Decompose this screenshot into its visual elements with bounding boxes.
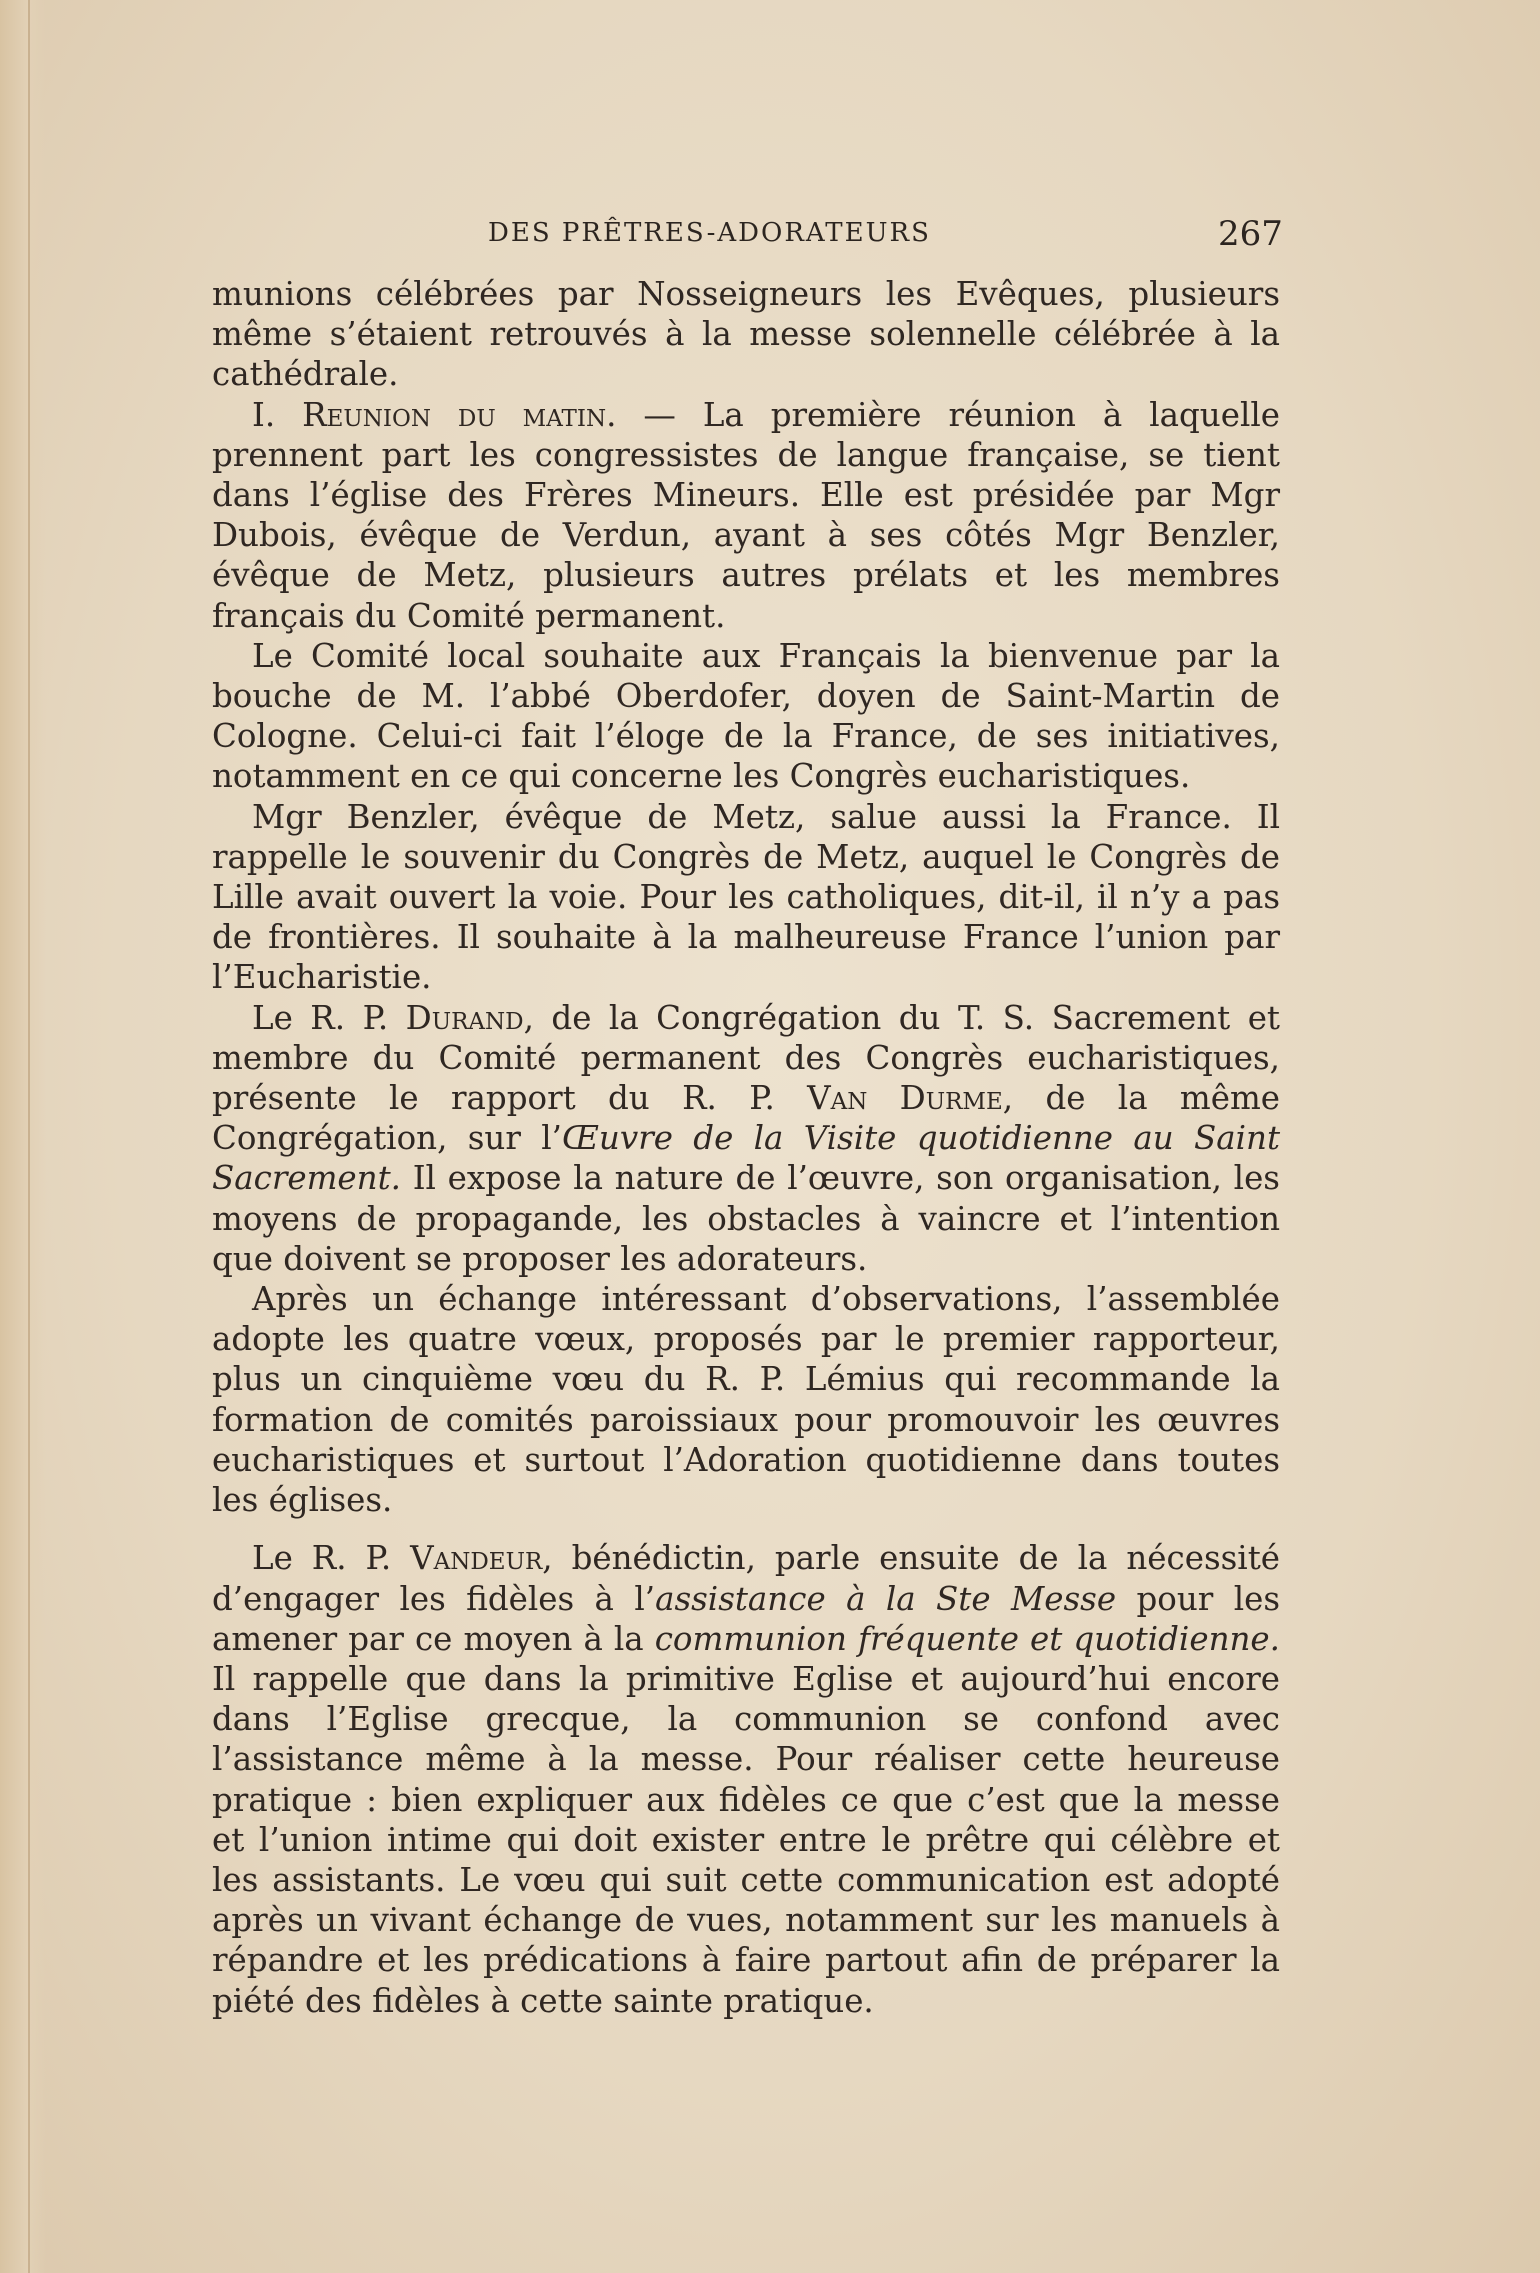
paragraph-section-i (212, 395, 1280, 636)
section-text: — La première réunion à laquelle prennent part les congressistes de langue française, se tient dans l’église des Frères Mineurs. Elle est présidée par Mgr Dubois, évêque de Verdun, ayant à ses côtés Mgr Benzler, évêque de Metz, plusieurs autres prélats et les membres français du Comité permanent. (212, 395, 1280, 635)
binding-line (28, 0, 30, 2273)
text-run: , de la Congrégation du T. S. Sacrement et membre du Comité permanent des Congrès eucharistiques, présente le rapport du R. P. (212, 998, 1280, 1118)
name-van-durme: Van Durme (807, 1079, 1003, 1118)
text-run: , de la même Congrégation, sur l’ (212, 1079, 1281, 1158)
text-run: Il rappelle que dans la primitive Eglise et aujourd’hui encore dans l’Eglise grecque, la communion se confond avec l’assistance même à la messe. Pour réaliser cette heureuse pratique : bien expliquer aux fidèles ce que c’est que la messe et l’union intime qui doit exister entre le prêtre qui célèbre et les assistants. Le vœu qui suit cette communication est adopté après un vivant échange de vues, notamment sur les manuels à répandre et les prédications à faire partout afin de préparer la piété des fidèles à cette sainte pratique. (212, 1659, 1280, 2020)
paragraph-comite-local: Le Comité local souhaite aux Français la bienvenue par la bouche de M. l’abbé Oberdofer, doyen de Saint-Martin de Cologne. Celui-ci fait l’éloge de la France, de ses initiatives, notamment en ce qui concerne les Congrès eucharistiques. (212, 636, 1280, 796)
paragraph-continuation: munions célébrées par Nosseigneurs les Evêques, plusieurs même s’étaient retrouvés à la messe solennelle célébrée à la cathédrale. (212, 275, 1280, 394)
page-number: 267 (1218, 214, 1283, 254)
italic-communion: communion fréquente et quotidienne. (654, 1619, 1280, 1658)
text-run: Le R. P. (252, 1539, 411, 1578)
work-title: Œuvre de la Visite quotidienne au Saint Sacrement. (212, 1119, 1281, 1198)
text-run: pour les amener par ce moyen à la (212, 1579, 1280, 1658)
italic-assistance: assistance à la Ste Messe (655, 1579, 1117, 1618)
binding-edge (0, 0, 46, 2273)
name-vandeur: Vandeur (410, 1539, 543, 1578)
paragraph-echange: Après un échange intéressant d’observations, l’assemblée adopte les quatre vœux, proposés par le premier rapporteur, plus un cinquième vœu du R. P. Lémius qui recommande la formation de comités paroissiaux pour promouvoir les œuvres eucharistiques et surtout l’Adoration quotidienne dans toutes les églises. (212, 1280, 1280, 1520)
body-text (212, 274, 1280, 2021)
running-head: DES PRÊTRES-ADORATEURS (488, 218, 931, 248)
section-number: I. (252, 395, 303, 434)
paragraph-durand (212, 998, 1280, 1279)
text-run: Le R. P. (252, 998, 406, 1037)
page-header (488, 214, 1288, 254)
text-run: Il expose la nature de l’œuvre, son organisation, les moyens de propagande, les obstacles à vaincre et l’intention que doivent se proposer les adorateurs. (212, 1159, 1280, 1278)
paragraph-mgr-benzler: Mgr Benzler, évêque de Metz, salue aussi la France. Il rappelle le souvenir du Congrès de Metz, auquel le Congrès de Lille avait ouvert la voie. Pour les catholiques, dit-il, il n’y a pas de frontières. Il souhaite à la malheureuse France l’union par l’Eucharistie. (212, 797, 1280, 997)
paragraph-vandeur (212, 1538, 1280, 2020)
text-run: , bénédictin, parle ensuite de la nécessité d’engager les fidèles à l’ (212, 1539, 1280, 1618)
name-durand: Durand (405, 998, 524, 1037)
section-title: Reunion du matin. (302, 395, 617, 434)
